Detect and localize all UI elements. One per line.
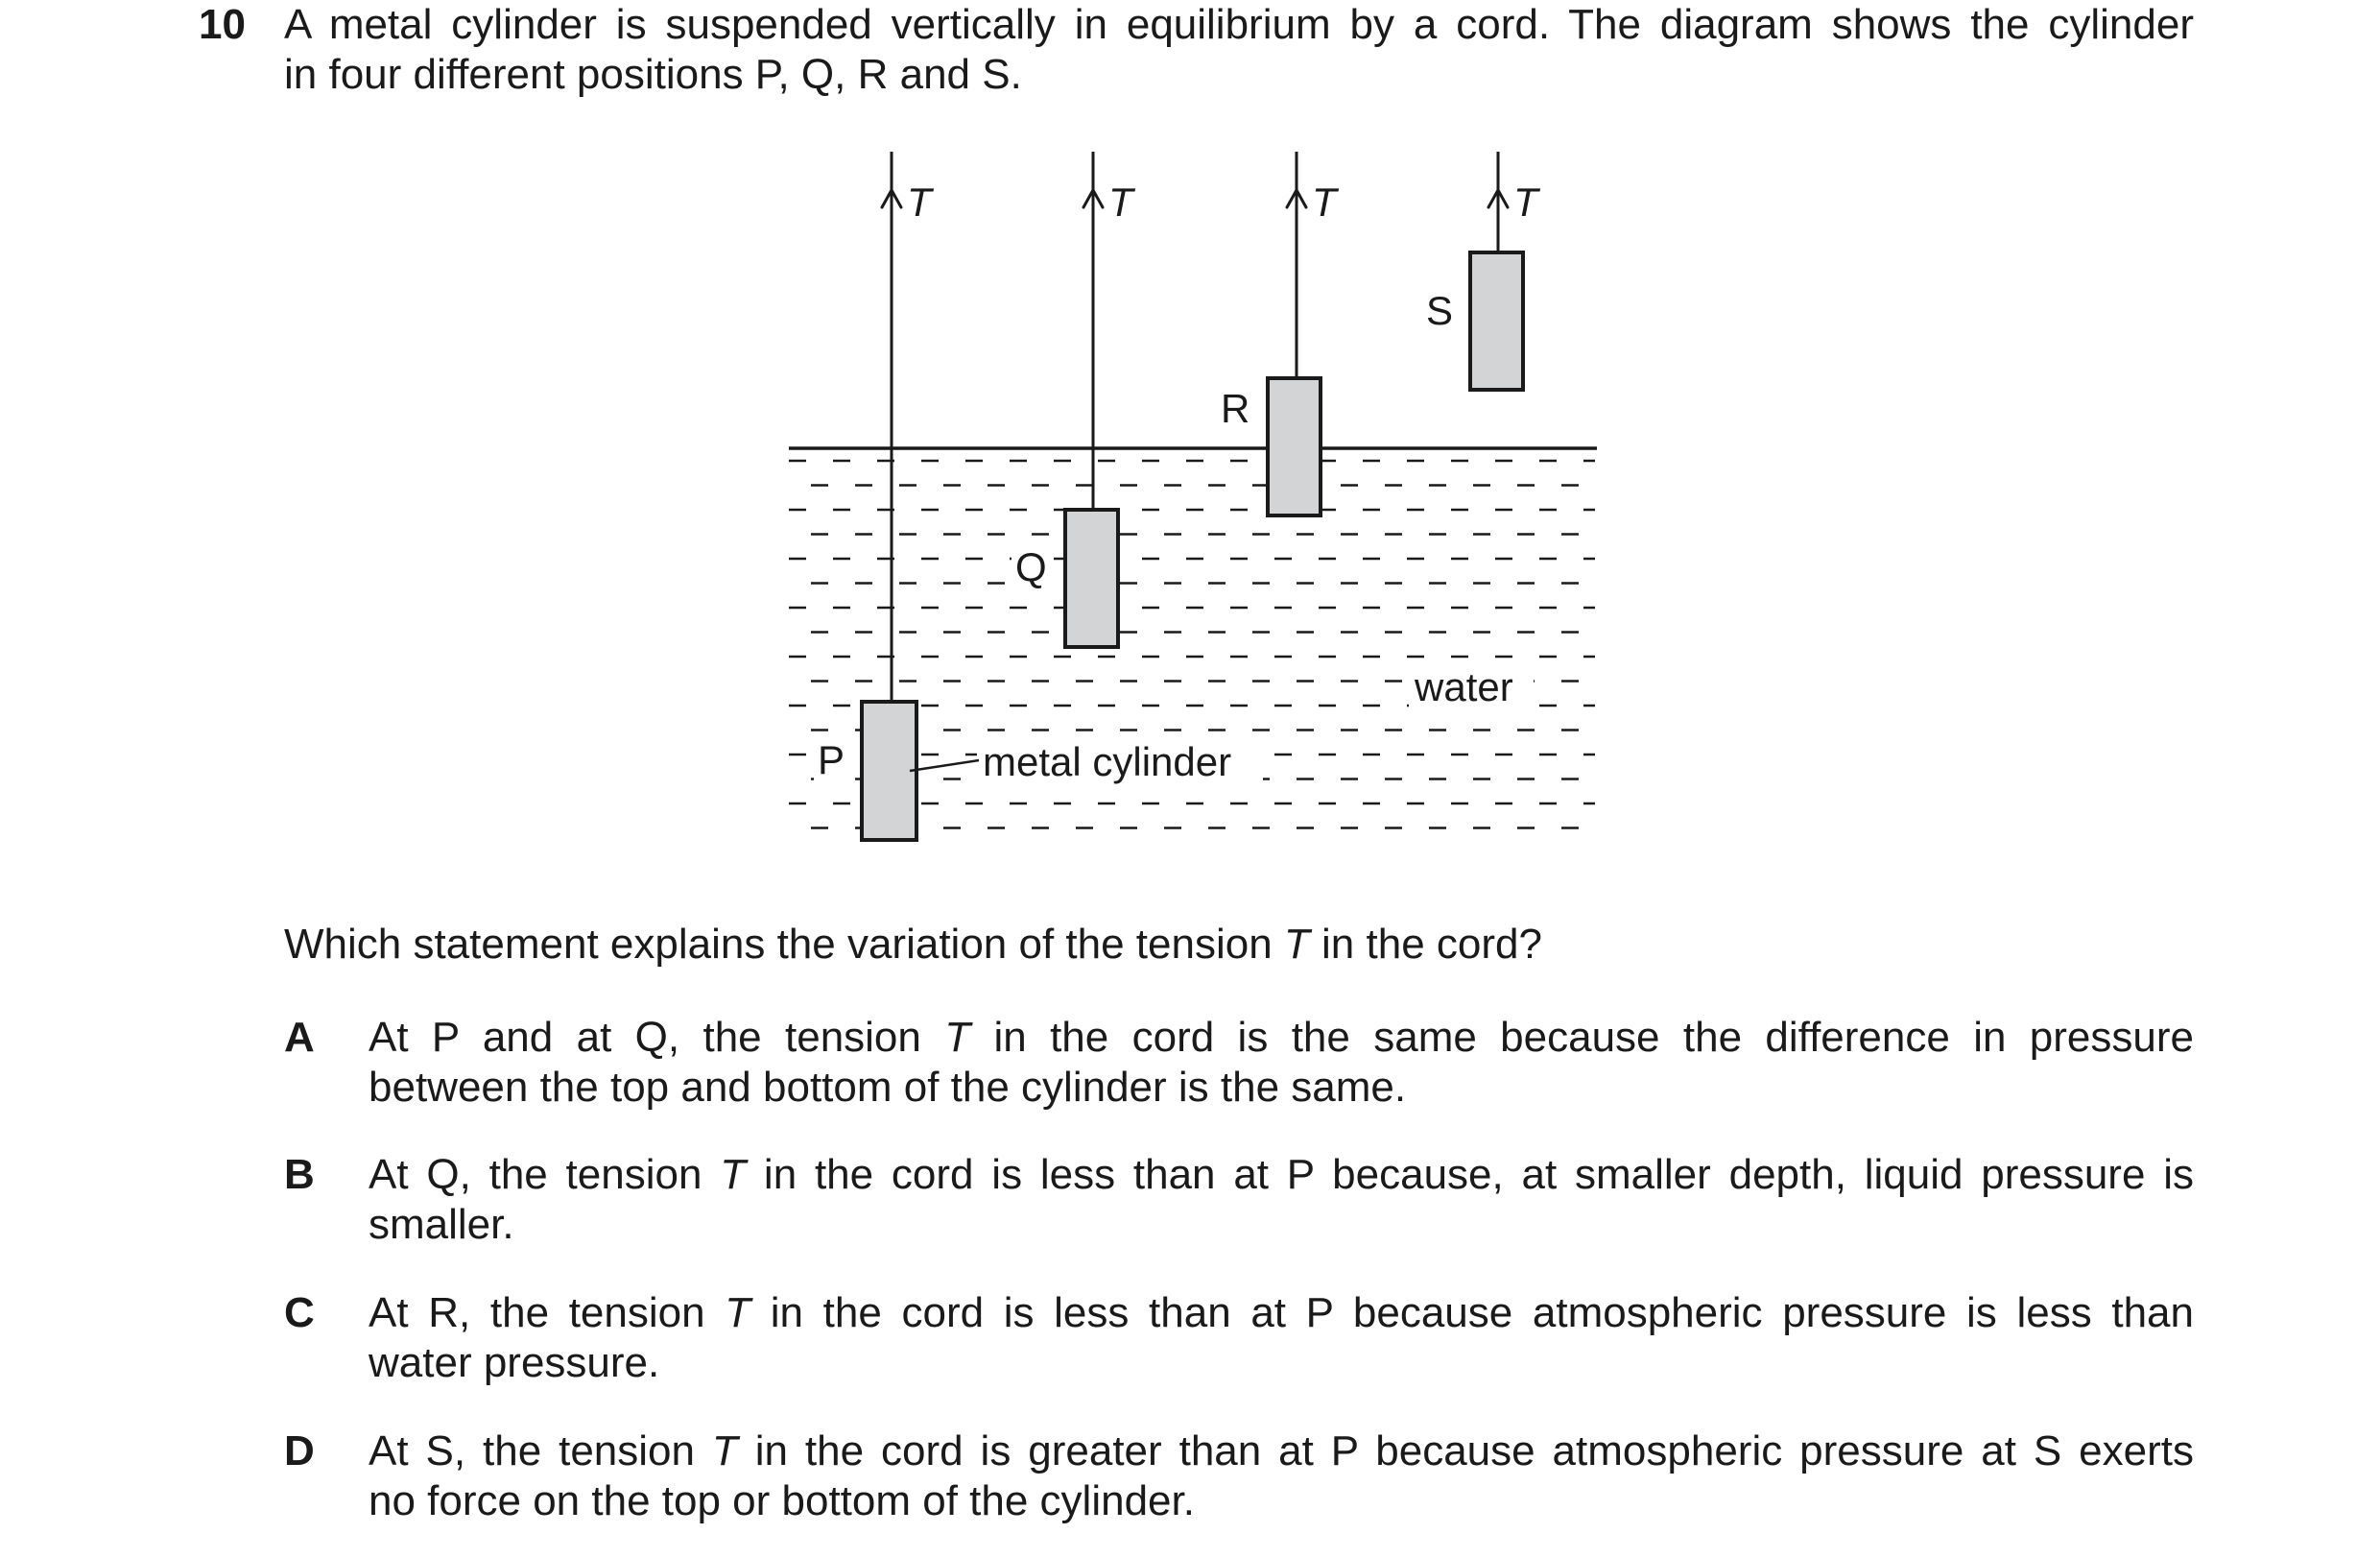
- option-letter: C: [284, 1289, 315, 1336]
- option-letter: A: [284, 1014, 315, 1061]
- stem-line-2: in four different positions P, Q, R and S.: [284, 51, 1022, 98]
- cylinder-p: [862, 702, 916, 840]
- water-label: water: [1415, 664, 1513, 709]
- cylinder-s: [1470, 252, 1523, 390]
- metal-cylinder-label: metal cylinder: [983, 739, 1232, 784]
- prompt-variable: T: [1283, 921, 1310, 968]
- option-line-2: no force on the top or bottom of the cylinder.: [369, 1477, 1195, 1524]
- tension-label-s: T: [1513, 180, 1538, 225]
- option-d[interactable]: [284, 1426, 2194, 1526]
- cylinder-r: [1268, 378, 1321, 515]
- question-prompt: [284, 920, 1542, 970]
- prompt-text-after: in the cord?: [1309, 921, 1542, 968]
- option-text: [369, 1150, 2194, 1250]
- option-a[interactable]: [284, 1013, 2194, 1113]
- option-line-2: between the top and bottom of the cylinder is the same.: [369, 1064, 1407, 1111]
- position-label-r: R: [1221, 386, 1250, 431]
- tension-arrows: [882, 190, 1508, 207]
- option-text: [369, 1426, 2194, 1526]
- cylinder-label-leader: [910, 760, 979, 771]
- stem-line-1: A metal cylinder is suspended vertically in equilibrium by a cord. The diagram shows the cylinder: [284, 1, 2194, 48]
- option-b[interactable]: [284, 1150, 2194, 1250]
- position-label-s: S: [1426, 288, 1454, 333]
- question-number: 10: [199, 1, 246, 48]
- option-line-2: smaller.: [369, 1201, 514, 1248]
- option-line-1: At S, the tension T in the cord is greater than at P because atmospheric pressure at S exerts: [369, 1427, 2194, 1474]
- tension-label-q: T: [1108, 180, 1133, 225]
- position-label-p: P: [818, 737, 845, 782]
- option-line-2: water pressure.: [369, 1339, 660, 1386]
- option-letter: B: [284, 1151, 315, 1198]
- cords: [892, 152, 1498, 702]
- option-text: [369, 1013, 2194, 1113]
- option-letter: D: [284, 1427, 315, 1474]
- tension-label-r: T: [1312, 180, 1337, 225]
- prompt-text-before: Which statement explains the variation of the tension: [284, 921, 1284, 968]
- option-line-1: At Q, the tension T in the cord is less than at P because, at smaller depth, liquid pressure is: [369, 1151, 2194, 1198]
- option-text: [369, 1288, 2194, 1388]
- option-line-1: At R, the tension T in the cord is less than at P because atmospheric pressure is less than: [369, 1289, 2194, 1336]
- position-label-q: Q: [1015, 544, 1047, 589]
- option-line-1: At P and at Q, the tension T in the cord is the same because the difference in pressure: [369, 1014, 2194, 1061]
- cylinder-q: [1065, 510, 1118, 647]
- tension-label-p: T: [907, 180, 932, 225]
- option-c[interactable]: [284, 1288, 2194, 1388]
